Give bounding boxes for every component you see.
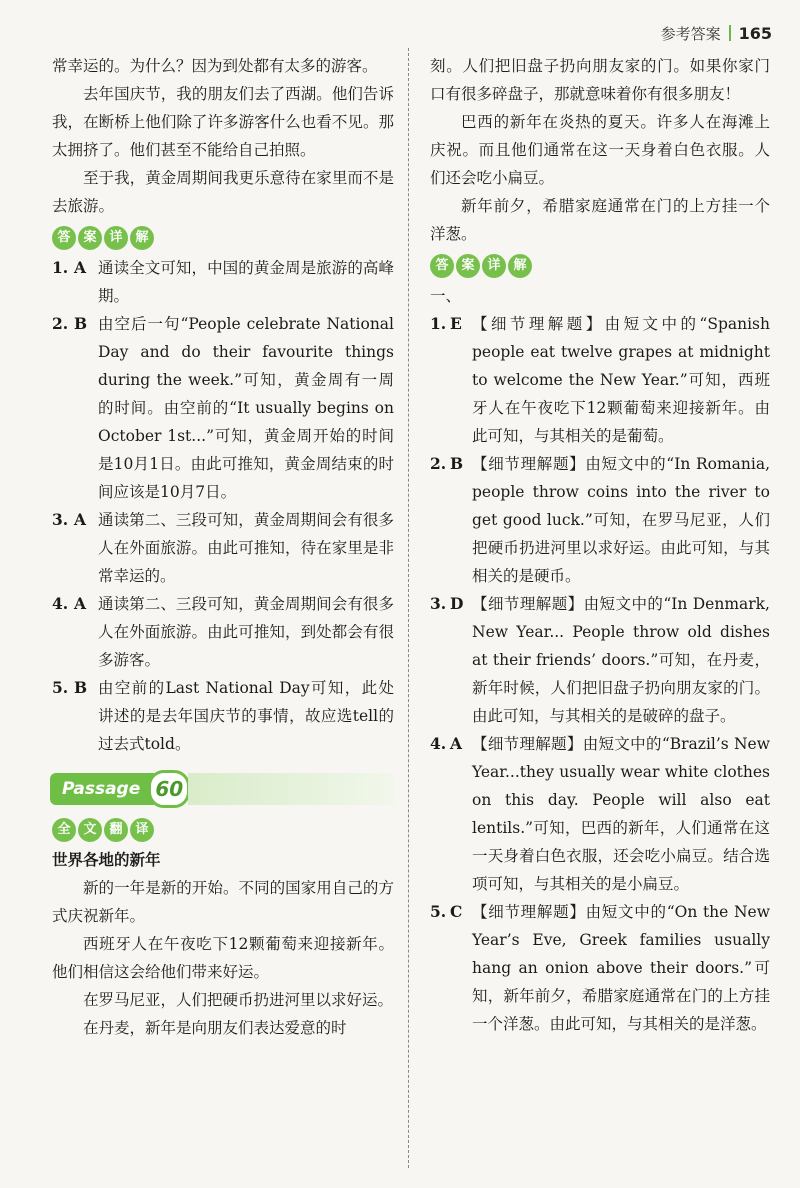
paragraph: 西班牙人在午夜吃下12颗葡萄来迎接新年。他们相信这会给他们带来好运。 bbox=[52, 935, 394, 981]
passage-number: 60 bbox=[148, 770, 190, 808]
answer-item: 1. A 通读全文可知，中国的黄金周是旅游的高峰期。 bbox=[52, 258, 394, 305]
answer-item: 4. A 通读第二、三段可知，黄金周期间会有很多人在外面旅游。由此可推知，到处都会有很多游客。 bbox=[52, 594, 394, 669]
answer-explanation-badge: 答 案 详 解 bbox=[430, 254, 532, 278]
paragraph: 常幸运的。为什么？因为到处都有太多的游客。 bbox=[52, 57, 378, 75]
paragraph: 巴西的新年在炎热的夏天。许多人在海滩上庆祝。而且他们通常在这一天身着白色衣服。人们还会吃小扁豆。 bbox=[430, 113, 770, 187]
answer-item: 1. E 【细节理解题】由短文中的“Spanish people eat twelve grapes at midnight to welcome the New Year.”可知，西班牙人在午夜吃下12颗葡萄来迎接新年。由此可知，与其相关的是葡萄。 bbox=[430, 314, 770, 445]
section-heading: 一、 bbox=[430, 287, 462, 305]
answer-item: 2. B 【细节理解题】由短文中的“In Romania, people throw coins into the river to get good luck.”可知，在罗马尼亚，人们把硬币扔进河里以求好运。由此可知，与其相关的是硬币。 bbox=[430, 454, 770, 585]
answer-item: 4. A 【细节理解题】由短文中的“Brazil’s New Year...they usually wear white clothes on this day. People will also eat lentils.”可知，巴西的新年，人们通常在这一天身着白色衣服，还会吃小扁豆。结合选项可知，与其相关的是小扁豆。 bbox=[430, 734, 770, 893]
section-label: 参考答案 bbox=[660, 24, 721, 43]
header-divider bbox=[729, 25, 731, 41]
answer-item: 2. B 由空后一句“People celebrate National Day and do their favourite things during the week.”可知，黄金周有一周的时间。由空前的“It usually begins on October 1st...”可知，黄金周开始的时间是10月1日。由此可推知，黄金周结束的时间应该是10月7日。 bbox=[52, 314, 394, 501]
paragraph: 在罗马尼亚，人们把硬币扔进河里以求好运。 bbox=[83, 991, 394, 1009]
translation-title: 世界各地的新年 bbox=[52, 850, 161, 869]
paragraph: 在丹麦，新年是向朋友们表达爱意的时 bbox=[83, 1019, 347, 1037]
banner-stripe bbox=[188, 773, 394, 805]
translation-badge: 全 文 翻 译 bbox=[52, 818, 154, 842]
page-number: 165 bbox=[738, 23, 772, 43]
answer-item: 5. C 【细节理解题】由短文中的“On the New Year’s Eve, Greek families usually hang an onion above their doors.”可知，新年前夕，希腊家庭通常在门的上方挂一个洋葱。由此可知，与其相关的是洋葱。 bbox=[430, 902, 770, 1033]
answer-item: 3. A 通读第二、三段可知，黄金周期间会有很多人在外面旅游。由此可推知，待在家里是非常幸运的。 bbox=[52, 510, 394, 585]
paragraph: 新的一年是新的开始。不同的国家用自己的方式庆祝新年。 bbox=[52, 879, 394, 925]
passage-label: Passage bbox=[50, 773, 154, 805]
answer-explanation-badge: 答 案 详 解 bbox=[52, 226, 154, 250]
right-column bbox=[430, 52, 770, 1038]
paragraph: 新年前夕，希腊家庭通常在门的上方挂一个洋葱。 bbox=[430, 197, 770, 243]
page-header bbox=[661, 20, 772, 46]
answer-item: 3. D 【细节理解题】由短文中的“In Denmark, New Year... People throw old dishes at their friends’ doors.”可知，在丹麦，新年时候，人们把旧盘子扔向朋友家的门。由此可知，与其相关的是破碎的盘子。 bbox=[430, 594, 770, 725]
passage-banner bbox=[50, 770, 394, 808]
column-divider bbox=[408, 48, 409, 1168]
paragraph: 刻。人们把旧盘子扔向朋友家的门。如果你家门口有很多碎盘子，那就意味着你有很多朋友！ bbox=[430, 57, 770, 103]
paragraph: 至于我，黄金周期间我更乐意待在家里而不是去旅游。 bbox=[52, 169, 394, 215]
paragraph: 去年国庆节，我的朋友们去了西湖。他们告诉我，在断桥上他们除了许多游客什么也看不见。那太拥挤了。他们甚至不能给自己拍照。 bbox=[52, 85, 394, 159]
left-column bbox=[52, 52, 394, 1042]
answer-item: 5. B 由空前的Last National Day可知，此处讲述的是去年国庆节的事情，故应选tell的过去式told。 bbox=[52, 678, 394, 753]
